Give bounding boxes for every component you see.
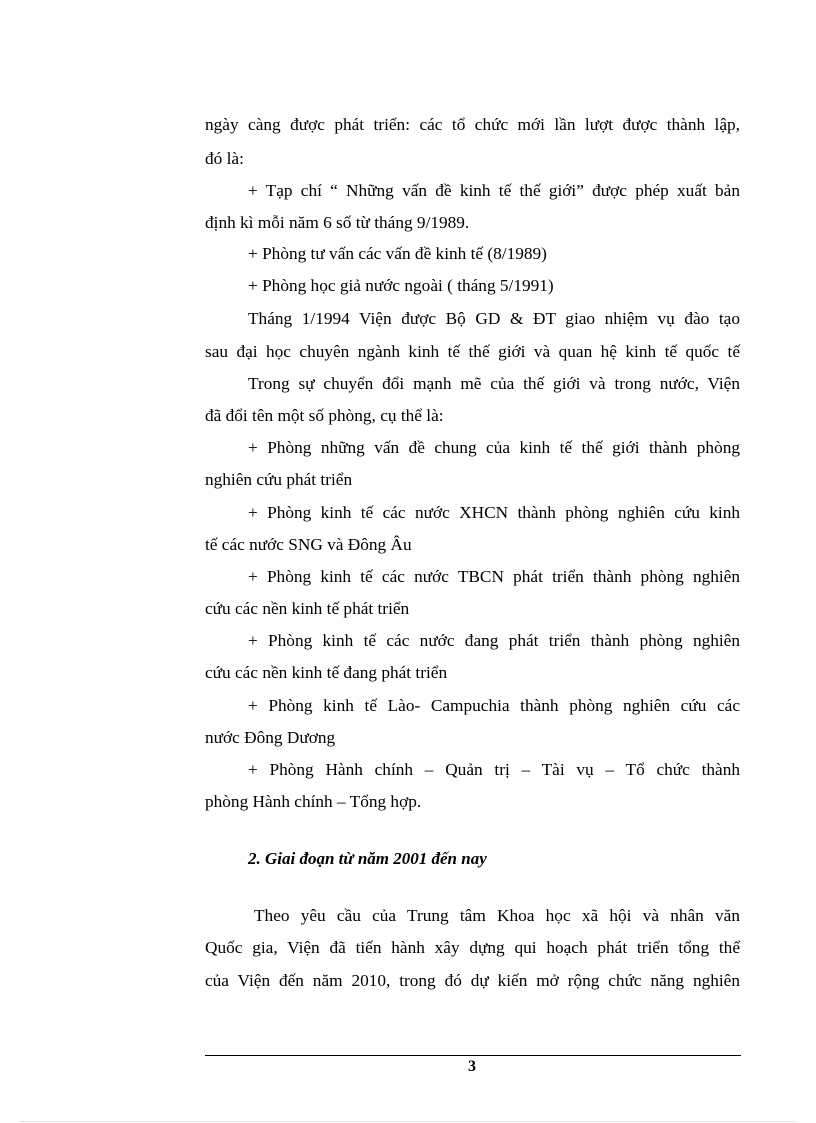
text-line: + Tạp chí “ Những vấn đề kinh tế thế giới” được phép xuất bản <box>248 181 740 200</box>
text-line: ngày càng được phát triển: các tổ chức mới lần lượt được thành lập, <box>205 115 740 134</box>
section-heading: 2. Giai đoạn từ năm 2001 đến nay <box>248 849 487 868</box>
text-line: + Phòng học giả nước ngoài ( tháng 5/1991) <box>248 276 554 295</box>
text-line: cứu các nền kinh tế phát triển <box>205 599 410 618</box>
text-line: Trong sự chuyển đổi mạnh mẽ của thế giới và trong nước, Viện <box>248 374 740 393</box>
text-line: cứu các nền kinh tế đang phát triển <box>205 663 448 682</box>
text-line: + Phòng tư vấn các vấn đề kinh tế (8/1989) <box>248 244 547 263</box>
text-line: định kì mỗi năm 6 số từ tháng 9/1989. <box>205 213 470 232</box>
text-line: phòng Hành chính – Tổng hợp. <box>205 792 422 811</box>
page-boundary-dots <box>20 1121 796 1122</box>
text-line: + Phòng kinh tế các nước TBCN phát triển thành phòng nghiên <box>248 567 740 586</box>
text-line: + Phòng kinh tế các nước XHCN thành phòng nghiên cứu kinh <box>248 503 740 522</box>
page-number: 3 <box>468 1058 476 1075</box>
text-line: Tháng 1/1994 Viện được Bộ GD & ĐT giao nhiệm vụ đào tạo <box>248 309 740 328</box>
text-line: tế các nước SNG và Đông Âu <box>205 535 412 554</box>
text-line: của Viện đến năm 2010, trong đó dự kiến mở rộng chức năng nghiên <box>205 971 740 990</box>
text-line: + Phòng kinh tế Lào- Campuchia thành phòng nghiên cứu các <box>248 696 740 715</box>
text-line: Quốc gia, Viện đã tiến hành xây dựng qui hoạch phát triển tổng thể <box>205 938 740 957</box>
text-line: nước Đông Dương <box>205 728 336 747</box>
text-line: nghiên cứu phát triển <box>205 470 353 489</box>
text-line: đã đổi tên một số phòng, cụ thể là: <box>205 406 444 425</box>
text-line: Theo yêu cầu của Trung tâm Khoa học xã hội và nhân văn <box>254 906 740 925</box>
text-line: + Phòng những vấn đề chung của kinh tế thế giới thành phòng <box>248 438 740 457</box>
text-line: + Phòng kinh tế các nước đang phát triển thành phòng nghiên <box>248 631 740 650</box>
text-line: đó là: <box>205 149 244 168</box>
text-line: sau đại học chuyên ngành kinh tế thế giới và quan hệ kinh tế quốc tế <box>205 342 740 361</box>
text-line: + Phòng Hành chính – Quản trị – Tài vụ – Tổ chức thành <box>248 760 740 779</box>
